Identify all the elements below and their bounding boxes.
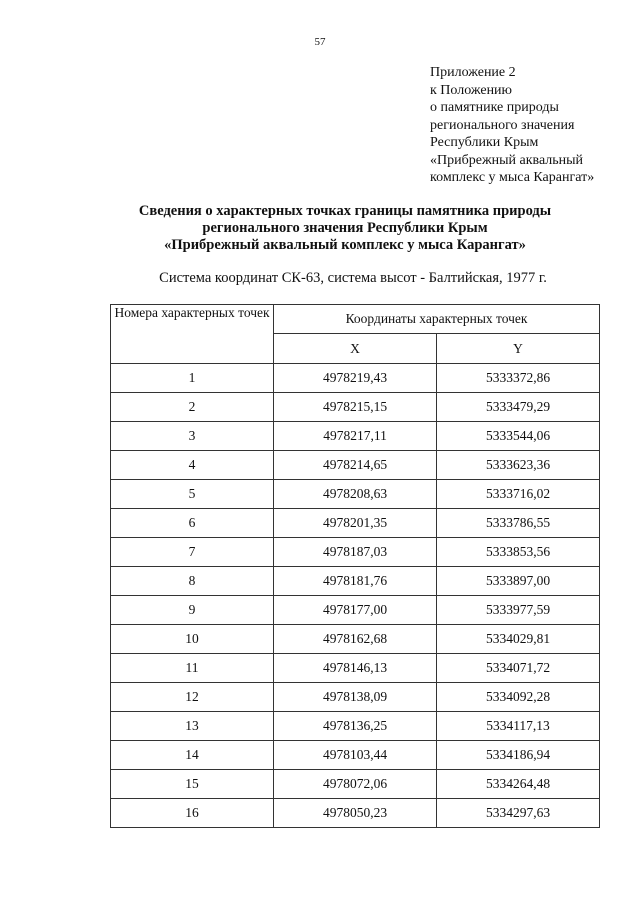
title-line: «Прибрежный аквальный комплекс у мыса Карангат» xyxy=(164,237,526,253)
x-coordinate-cell: 4978138,09 xyxy=(274,683,437,712)
y-coordinate-cell: 5334297,63 xyxy=(437,799,600,828)
y-coordinate-cell: 5334092,28 xyxy=(437,683,600,712)
header-x: X xyxy=(274,334,437,364)
table-row xyxy=(111,770,600,799)
y-coordinate-cell: 5334186,94 xyxy=(437,741,600,770)
point-number-cell: 6 xyxy=(111,509,274,538)
x-coordinate-cell: 4978201,35 xyxy=(274,509,437,538)
y-coordinate-cell: 5333479,29 xyxy=(437,393,600,422)
point-number-cell: 9 xyxy=(111,596,274,625)
table-row xyxy=(111,712,600,741)
appendix-line: к Положению xyxy=(430,82,513,98)
x-coordinate-cell: 4978162,68 xyxy=(274,625,437,654)
x-coordinate-cell: 4978146,13 xyxy=(274,654,437,683)
x-coordinate-cell: 4978214,65 xyxy=(274,451,437,480)
header-y: Y xyxy=(437,334,600,364)
y-coordinate-cell: 5333372,86 xyxy=(437,364,600,393)
appendix-line: регионального значения xyxy=(430,117,575,133)
table-row xyxy=(111,567,600,596)
y-coordinate-cell: 5333623,36 xyxy=(437,451,600,480)
y-coordinate-cell: 5334071,72 xyxy=(437,654,600,683)
point-number-cell: 2 xyxy=(111,393,274,422)
x-coordinate-cell: 4978050,23 xyxy=(274,799,437,828)
x-coordinate-cell: 4978215,15 xyxy=(274,393,437,422)
y-coordinate-cell: 5333544,06 xyxy=(437,422,600,451)
table-row xyxy=(111,683,600,712)
table-row xyxy=(111,364,600,393)
table-row xyxy=(111,596,600,625)
point-number-cell: 4 xyxy=(111,451,274,480)
x-coordinate-cell: 4978208,63 xyxy=(274,480,437,509)
y-coordinate-cell: 5334029,81 xyxy=(437,625,600,654)
appendix-line: Приложение 2 xyxy=(430,65,516,80)
y-coordinate-cell: 5334117,13 xyxy=(437,712,600,741)
point-number-cell: 3 xyxy=(111,422,274,451)
appendix-line: о памятнике природы xyxy=(430,100,559,115)
table-row xyxy=(111,422,600,451)
header-point-number: Номера характерных точек xyxy=(111,305,274,364)
y-coordinate-cell: 5334264,48 xyxy=(437,770,600,799)
coordinate-system-note: Система координат СК-63, система высот - Балтийская, 1977 г. xyxy=(159,270,547,286)
table-row xyxy=(111,509,600,538)
header-coordinates: Координаты характерных точек xyxy=(274,305,600,334)
x-coordinate-cell: 4978187,03 xyxy=(274,538,437,567)
x-coordinate-cell: 4978136,25 xyxy=(274,712,437,741)
point-number-cell: 8 xyxy=(111,567,274,596)
coordinates-table xyxy=(110,304,600,828)
table-row xyxy=(111,480,600,509)
y-coordinate-cell: 5333786,55 xyxy=(437,509,600,538)
x-coordinate-cell: 4978072,06 xyxy=(274,770,437,799)
appendix-note xyxy=(430,64,630,187)
point-number-cell: 7 xyxy=(111,538,274,567)
x-coordinate-cell: 4978219,43 xyxy=(274,364,437,393)
y-coordinate-cell: 5333716,02 xyxy=(437,480,600,509)
point-number-cell: 15 xyxy=(111,770,274,799)
point-number-cell: 12 xyxy=(111,683,274,712)
y-coordinate-cell: 5333853,56 xyxy=(437,538,600,567)
point-number-cell: 1 xyxy=(111,364,274,393)
table-row xyxy=(111,393,600,422)
title-line: регионального значения Республики Крым xyxy=(202,220,488,236)
appendix-line: «Прибрежный аквальный xyxy=(430,152,584,168)
point-number-cell: 16 xyxy=(111,799,274,828)
appendix-line: комплекс у мыса Карангат» xyxy=(430,170,595,185)
title-line: Сведения о характерных точках границы памятника природы xyxy=(138,203,552,219)
x-coordinate-cell: 4978103,44 xyxy=(274,741,437,770)
point-number-cell: 14 xyxy=(111,741,274,770)
point-number-cell: 10 xyxy=(111,625,274,654)
table-row xyxy=(111,538,600,567)
point-number-cell: 5 xyxy=(111,480,274,509)
document-title xyxy=(0,203,640,254)
x-coordinate-cell: 4978217,11 xyxy=(274,422,437,451)
y-coordinate-cell: 5333897,00 xyxy=(437,567,600,596)
point-number-cell: 13 xyxy=(111,712,274,741)
page-number: 57 xyxy=(314,36,326,48)
appendix-line: Республики Крым xyxy=(430,135,539,150)
table-row xyxy=(111,625,600,654)
table-row xyxy=(111,741,600,770)
table-row xyxy=(111,654,600,683)
table-body xyxy=(111,364,600,828)
table-row xyxy=(111,799,600,828)
x-coordinate-cell: 4978181,76 xyxy=(274,567,437,596)
y-coordinate-cell: 5333977,59 xyxy=(437,596,600,625)
point-number-cell: 11 xyxy=(111,654,274,683)
x-coordinate-cell: 4978177,00 xyxy=(274,596,437,625)
table-row xyxy=(111,451,600,480)
